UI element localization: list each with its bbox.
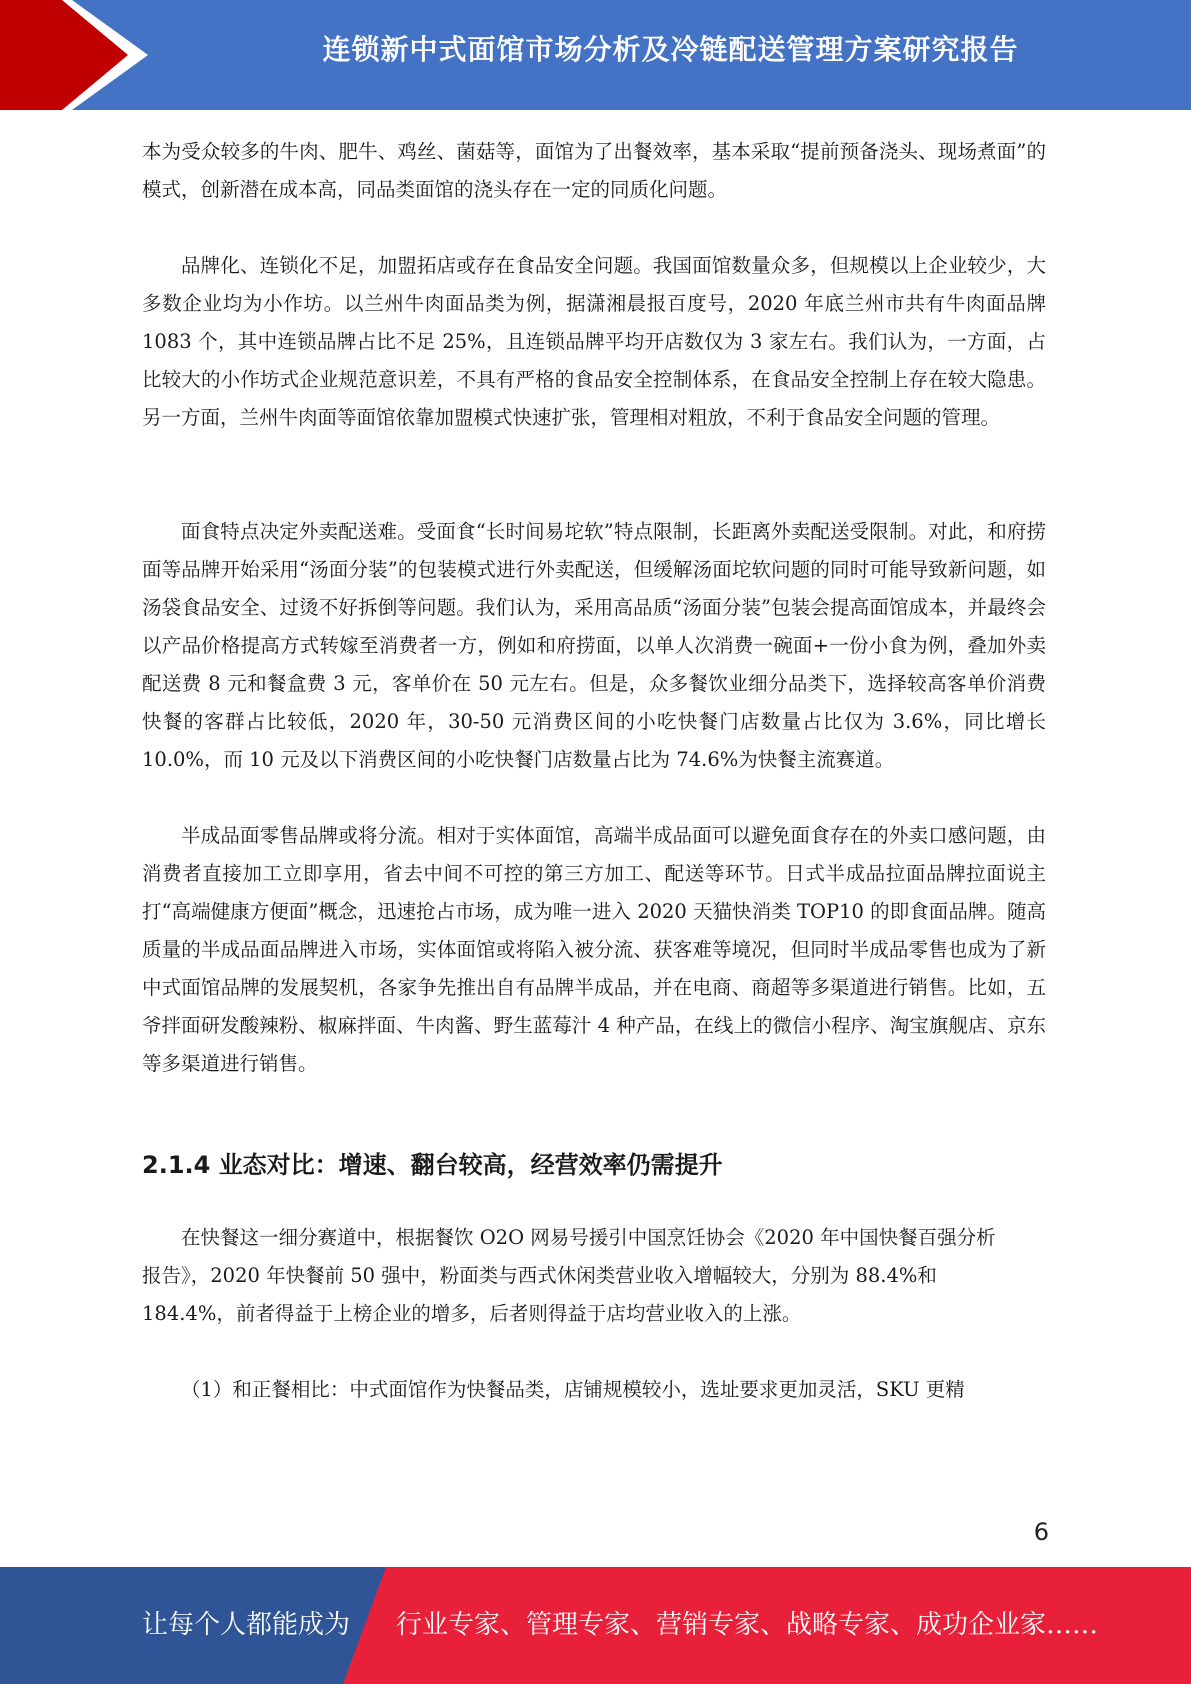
paragraph-2: 品牌化、连锁化不足，加盟拓店或存在食品安全问题。我国面馆数量众多，但规模以上企业较少，大多数企业均为小作坊。以兰州牛肉面品类为例，据潇湘晨报百度号，2020 年底兰州市共有牛肉面品牌 1083 个，其中连锁品牌占比不足 25%，且连锁品牌平均开店数仅为 3 家左右。我们认为，一方面，占比较大的小作坊式企业规范意识差，不具有严格的食品安全控制体系，在食品安全控制上存在较大隐患。另一方面，兰州牛肉面等面馆依靠加盟模式快速扩张，管理相对粗放，不利于食品安全问题的管理。 bbox=[142, 254, 1046, 429]
paragraph-5 bbox=[142, 1219, 1046, 1333]
paragraph-5-line-1: 在快餐这一细分赛道中，根据餐饮 O2O 网易号援引中国烹饪协会《2020 年中国快餐百强分析 bbox=[181, 1226, 996, 1249]
footer-banner bbox=[0, 1567, 1191, 1684]
paragraph-3: 面食特点决定外卖配送难。受面食“长时间易坨软”特点限制，长距离外卖配送受限制。对此，和府捞面等品牌开始采用“汤面分装”的包装模式进行外卖配送，但缓解汤面坨软问题的同时可能导致新问题，如汤袋食品安全、过烫不好拆倒等问题。我们认为，采用高品质“汤面分装”包装会提高面馆成本，并最终会以产品价格提高方式转嫁至消费者一方，例如和府捞面，以单人次消费一碗面+一份小食为例，叠加外卖配送费 8 元和餐盒费 3 元，客单价在 50 元左右。但是，众多餐饮业细分品类下，选择较高客单价消费快餐的客群占比较低，2020 年，30-50 元消费区间的小吃快餐门店数量占比仅为 3.6%，同比增长 10.0%，而 10 元及以下消费区间的小吃快餐门店数量占比为 74.6%为快餐主流赛道。 bbox=[142, 520, 1046, 771]
footer-slogan-right: 行业专家、管理专家、营销专家、战略专家、成功企业家…… bbox=[396, 1610, 1099, 1640]
page-number: 6 bbox=[1033, 1518, 1049, 1546]
report-title: 连锁新中式面馆市场分析及冷链配送管理方案研究报告 bbox=[322, 33, 1019, 66]
paragraph-5-line-3: 184.4%，前者得益于上榜企业的增多，后者则得益于店均营业收入的上涨。 bbox=[142, 1302, 802, 1325]
list-item-1: （1）和正餐相比：中式面馆作为快餐品类，店铺规模较小，选址要求更加灵活，SKU 更精 bbox=[181, 1378, 965, 1401]
header-bar bbox=[0, 0, 1191, 110]
paragraph-1: 本为受众较多的牛肉、肥牛、鸡丝、菌菇等，面馆为了出餐效率，基本采取“提前预备浇头、现场煮面”的模式，创新潜在成本高，同品类面馆的浇头存在一定的同质化问题。 bbox=[142, 140, 1046, 201]
footer-slogan-left: 让每个人都能成为 bbox=[142, 1610, 351, 1640]
paragraph-5-line-2: 报告》，2020 年快餐前 50 强中，粉面类与西式休闲类营业收入增幅较大，分别为 88.4%和 bbox=[142, 1264, 937, 1287]
paragraph-4: 半成品面零售品牌或将分流。相对于实体面馆，高端半成品面可以避免面食存在的外卖口感问题，由消费者直接加工立即享用，省去中间不可控的第三方加工、配送等环节。日式半成品拉面品牌拉面说主打“高端健康方便面”概念，迅速抢占市场，成为唯一进入 2020 天猫快消类 TOP10 的即食面品牌。随高质量的半成品面品牌进入市场，实体面馆或将陷入被分流、获客难等境况，但同时半成品零售也成为了新中式面馆品牌的发展契机，各家争先推出自有品牌半成品，并在电商、商超等多渠道进行销售。比如，五爷拌面研发酸辣粉、椒麻拌面、牛肉酱、野生蓝莓汁 4 种产品，在线上的微信小程序、淘宝旗舰店、京东等多渠道进行销售。 bbox=[142, 824, 1046, 1075]
section-heading: 2.1.4 业态对比：增速、翻台较高，经营效率仍需提升 bbox=[142, 1151, 723, 1179]
page-content bbox=[142, 133, 1046, 1409]
